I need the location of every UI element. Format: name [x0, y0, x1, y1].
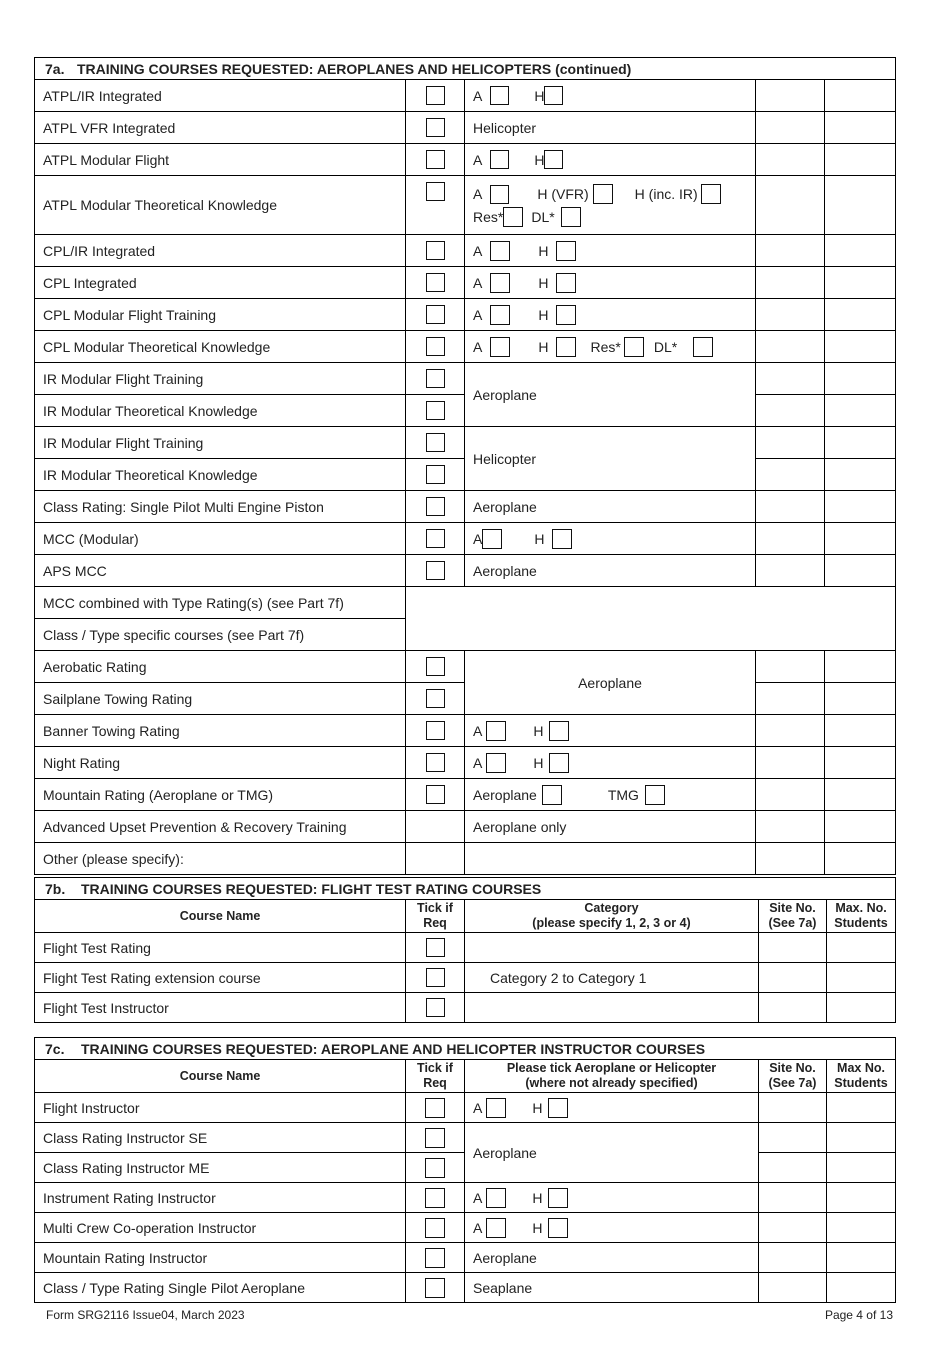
site-no-cell[interactable]	[756, 843, 825, 875]
table-row	[35, 811, 896, 843]
category-cell: A H	[465, 747, 756, 779]
max-students-cell[interactable]	[827, 1123, 896, 1153]
site-no-cell[interactable]	[756, 427, 825, 459]
tick-checkbox[interactable]	[426, 998, 445, 1017]
max-students-cell[interactable]	[825, 395, 896, 427]
col-header-site: Site No. (See 7a)	[759, 1060, 827, 1093]
tick-checkbox[interactable]	[426, 465, 445, 484]
course-name: ATPL/IR Integrated	[35, 80, 406, 112]
site-no-cell[interactable]	[759, 1243, 827, 1273]
section-7b-header: 7b. TRAINING COURSES REQUESTED: FLIGHT TEST RATING COURSES	[35, 878, 896, 900]
table-row	[35, 523, 896, 555]
category-text: Aeroplane	[465, 1123, 759, 1183]
max-students-cell[interactable]	[825, 427, 896, 459]
category-text: Helicopter	[465, 427, 756, 491]
site-no-cell[interactable]	[756, 176, 825, 235]
table-row	[35, 779, 896, 811]
tick-checkbox[interactable]	[426, 561, 445, 580]
max-students-cell[interactable]	[827, 1093, 896, 1123]
category-cell: A H	[465, 299, 756, 331]
course-name: Class / Type specific courses (see Part 7f)	[35, 619, 406, 651]
tick-cell	[406, 811, 465, 843]
category-cell: Aeroplane TMG	[465, 779, 756, 811]
tick-checkbox[interactable]	[426, 86, 445, 105]
site-no-cell[interactable]	[756, 80, 825, 112]
table-row	[35, 267, 896, 299]
max-students-cell[interactable]	[827, 1153, 896, 1183]
category-cell: A H Res* DL*	[465, 331, 756, 363]
category-cell: A H	[465, 235, 756, 267]
course-name: Class Rating: Single Pilot Multi Engine Piston	[35, 491, 406, 523]
tick-checkbox[interactable]	[426, 433, 445, 452]
site-no-cell[interactable]	[759, 1093, 827, 1123]
max-students-cell[interactable]	[825, 176, 896, 235]
tick-checkbox[interactable]	[426, 938, 445, 957]
site-no-cell[interactable]	[756, 779, 825, 811]
site-no-cell[interactable]	[756, 144, 825, 176]
aeroplane-checkbox[interactable]	[490, 337, 510, 357]
section-7c-table	[34, 1037, 896, 1303]
max-students-cell[interactable]	[825, 363, 896, 395]
table-row	[35, 587, 896, 619]
helicopter-vfr-checkbox[interactable]	[593, 184, 613, 204]
category-cell: A H	[465, 523, 756, 555]
tick-checkbox[interactable]	[425, 1128, 445, 1148]
helicopter-checkbox[interactable]	[556, 241, 576, 261]
helicopter-checkbox[interactable]	[556, 305, 576, 325]
course-name: ATPL VFR Integrated	[35, 112, 406, 144]
category-text: Helicopter	[465, 112, 756, 144]
course-name: APS MCC	[35, 555, 406, 587]
site-no-cell[interactable]	[756, 651, 825, 683]
site-no-cell[interactable]	[756, 112, 825, 144]
max-students-cell[interactable]	[825, 715, 896, 747]
category-text: Aeroplane only	[465, 811, 756, 843]
tick-checkbox[interactable]	[425, 1248, 445, 1268]
site-no-cell[interactable]	[756, 523, 825, 555]
tick-checkbox[interactable]	[425, 1188, 445, 1208]
category-cell: A H	[465, 1183, 759, 1213]
max-students-cell[interactable]	[827, 933, 896, 963]
aeroplane-checkbox[interactable]	[486, 1098, 506, 1118]
course-name: Mountain Rating Instructor	[35, 1243, 406, 1273]
site-no-cell[interactable]	[756, 395, 825, 427]
site-no-cell[interactable]	[759, 993, 827, 1023]
course-name: IR Modular Flight Training	[35, 427, 406, 459]
course-name: Instrument Rating Instructor	[35, 1183, 406, 1213]
course-name: CPL/IR Integrated	[35, 235, 406, 267]
col-header-course-name: Course Name	[35, 1060, 406, 1093]
tick-checkbox[interactable]	[426, 337, 445, 356]
distance-learning-checkbox[interactable]	[693, 337, 713, 357]
category-text: Aeroplane	[465, 363, 756, 427]
tick-checkbox[interactable]	[425, 1098, 445, 1118]
category-cell: A H	[465, 715, 756, 747]
aeroplane-checkbox[interactable]	[490, 185, 509, 204]
table-row	[35, 715, 896, 747]
course-name: Sailplane Towing Rating	[35, 683, 406, 715]
course-name: Multi Crew Co-operation Instructor	[35, 1213, 406, 1243]
table-row	[35, 933, 896, 963]
tick-checkbox[interactable]	[426, 689, 445, 708]
table-row	[35, 363, 896, 395]
table-row	[35, 993, 896, 1023]
table-row	[35, 176, 896, 235]
helicopter-checkbox[interactable]	[549, 753, 569, 773]
distance-learning-checkbox[interactable]	[561, 207, 581, 227]
section-7b-title: TRAINING COURSES REQUESTED: FLIGHT TEST RATING COURSES	[81, 880, 542, 897]
aeroplane-checkbox[interactable]	[486, 753, 506, 773]
table-header-row	[35, 900, 896, 933]
tmg-checkbox[interactable]	[645, 785, 665, 805]
table-row	[35, 491, 896, 523]
site-no-cell[interactable]	[756, 267, 825, 299]
col-header-category: Please tick Aeroplane or Helicopter (where not already specified)	[465, 1060, 759, 1093]
table-row	[35, 235, 896, 267]
category-text: Aeroplane	[465, 651, 756, 715]
site-no-cell[interactable]	[756, 491, 825, 523]
tick-checkbox[interactable]	[426, 150, 445, 169]
course-name: CPL Modular Flight Training	[35, 299, 406, 331]
course-name: MCC (Modular)	[35, 523, 406, 555]
max-students-cell[interactable]	[825, 267, 896, 299]
course-name: Aerobatic Rating	[35, 651, 406, 683]
site-no-cell[interactable]	[759, 1213, 827, 1243]
max-students-cell[interactable]	[825, 331, 896, 363]
col-header-category: Category (please specify 1, 2, 3 or 4)	[465, 900, 759, 933]
table-row	[35, 555, 896, 587]
category-text: Seaplane	[465, 1273, 759, 1303]
tick-checkbox[interactable]	[425, 1218, 445, 1238]
col-header-max: Max No. Students	[827, 1060, 896, 1093]
tick-checkbox[interactable]	[426, 968, 445, 987]
course-name: CPL Modular Theoretical Knowledge	[35, 331, 406, 363]
max-students-cell[interactable]	[825, 747, 896, 779]
other-specify-cell[interactable]	[465, 843, 756, 875]
table-row	[35, 331, 896, 363]
col-header-site: Site No. (See 7a)	[759, 900, 827, 933]
site-no-cell[interactable]	[756, 747, 825, 779]
site-no-cell[interactable]	[759, 1123, 827, 1153]
table-row	[35, 963, 896, 993]
course-name: Night Rating	[35, 747, 406, 779]
tick-checkbox[interactable]	[426, 369, 445, 388]
site-no-cell[interactable]	[756, 811, 825, 843]
course-name: Other (please specify):	[35, 843, 406, 875]
site-no-cell[interactable]	[756, 715, 825, 747]
max-students-cell[interactable]	[827, 1183, 896, 1213]
course-name: IR Modular Theoretical Knowledge	[35, 459, 406, 491]
site-no-cell[interactable]	[756, 555, 825, 587]
col-header-tick: Tick if Req	[406, 1060, 465, 1093]
aeroplane-checkbox[interactable]	[486, 1218, 506, 1238]
max-students-cell[interactable]	[825, 299, 896, 331]
max-students-cell[interactable]	[827, 993, 896, 1023]
aeroplane-checkbox[interactable]	[490, 273, 510, 293]
site-no-cell[interactable]	[756, 299, 825, 331]
aeroplane-checkbox[interactable]	[482, 529, 502, 549]
helicopter-checkbox[interactable]	[556, 337, 576, 357]
tick-checkbox[interactable]	[426, 182, 445, 201]
max-students-cell[interactable]	[825, 80, 896, 112]
section-7a-header: 7a. TRAINING COURSES REQUESTED: AEROPLANES AND HELICOPTERS (continued)	[35, 58, 896, 80]
site-no-cell[interactable]	[759, 1273, 827, 1303]
footer-form-id: Form SRG2116 Issue04, March 2023	[46, 1308, 245, 1322]
helicopter-checkbox[interactable]	[548, 1188, 568, 1208]
max-students-cell[interactable]	[825, 144, 896, 176]
helicopter-checkbox[interactable]	[552, 529, 572, 549]
max-students-cell[interactable]	[825, 112, 896, 144]
table-row	[35, 843, 896, 875]
course-name: Mountain Rating (Aeroplane or TMG)	[35, 779, 406, 811]
course-name: Flight Test Instructor	[35, 993, 406, 1023]
section-7a-table	[34, 57, 896, 875]
max-students-cell[interactable]	[825, 555, 896, 587]
site-no-cell[interactable]	[756, 363, 825, 395]
tick-checkbox[interactable]	[426, 753, 445, 772]
course-name: IR Modular Flight Training	[35, 363, 406, 395]
max-students-cell[interactable]	[825, 811, 896, 843]
max-students-cell[interactable]	[827, 1273, 896, 1303]
section-7c-header: 7c. TRAINING COURSES REQUESTED: AEROPLANE AND HELICOPTER INSTRUCTOR COURSES	[35, 1038, 896, 1060]
helicopter-checkbox[interactable]	[556, 273, 576, 293]
tick-checkbox[interactable]	[425, 1278, 445, 1298]
category-text: Aeroplane	[465, 491, 756, 523]
tick-checkbox[interactable]	[426, 721, 445, 740]
residential-checkbox[interactable]	[624, 337, 644, 357]
course-name: Class Rating Instructor ME	[35, 1153, 406, 1183]
max-students-cell[interactable]	[827, 963, 896, 993]
col-header-tick: Tick if Req	[406, 900, 465, 933]
tick-checkbox[interactable]	[426, 118, 445, 137]
aeroplane-checkbox[interactable]	[490, 86, 509, 105]
max-students-cell[interactable]	[825, 491, 896, 523]
table-row	[35, 427, 896, 459]
aeroplane-checkbox[interactable]	[490, 241, 510, 261]
site-no-cell[interactable]	[756, 459, 825, 491]
category-input[interactable]	[465, 933, 759, 963]
site-no-cell[interactable]	[756, 235, 825, 267]
tick-checkbox[interactable]	[425, 1158, 445, 1178]
tick-checkbox[interactable]	[426, 497, 445, 516]
tick-checkbox[interactable]	[426, 241, 445, 260]
blank-merged-cell	[406, 587, 896, 651]
table-row	[35, 747, 896, 779]
site-no-cell[interactable]	[759, 933, 827, 963]
aeroplane-checkbox[interactable]	[486, 1188, 506, 1208]
course-name: Banner Towing Rating	[35, 715, 406, 747]
course-name: Class Rating Instructor SE	[35, 1123, 406, 1153]
site-no-cell[interactable]	[759, 963, 827, 993]
aeroplane-checkbox[interactable]	[542, 785, 562, 805]
course-name: MCC combined with Type Rating(s) (see Part 7f)	[35, 587, 406, 619]
aeroplane-checkbox[interactable]	[490, 150, 509, 169]
table-row	[35, 1273, 896, 1303]
tick-checkbox[interactable]	[426, 529, 445, 548]
max-students-cell[interactable]	[825, 459, 896, 491]
max-students-cell[interactable]	[827, 1213, 896, 1243]
table-row	[35, 144, 896, 176]
course-name: Flight Instructor	[35, 1093, 406, 1123]
site-no-cell[interactable]	[756, 331, 825, 363]
footer-page-number: Page 4 of 13	[824, 1308, 893, 1322]
section-7b-table	[34, 877, 896, 1023]
site-no-cell[interactable]	[759, 1183, 827, 1213]
helicopter-checkbox[interactable]	[549, 721, 569, 741]
category-text: Aeroplane	[465, 1243, 759, 1273]
max-students-cell[interactable]	[825, 235, 896, 267]
table-row	[35, 651, 896, 683]
col-header-max: Max. No. Students	[827, 900, 896, 933]
category-input[interactable]	[465, 993, 759, 1023]
category-cell: A H	[465, 1093, 759, 1123]
tick-checkbox[interactable]	[426, 657, 445, 676]
col-header-course-name: Course Name	[35, 900, 406, 933]
category-text: Aeroplane	[465, 555, 756, 587]
helicopter-ir-checkbox[interactable]	[701, 184, 721, 204]
table-row	[35, 1183, 896, 1213]
tick-checkbox[interactable]	[426, 305, 445, 324]
site-no-cell[interactable]	[759, 1153, 827, 1183]
max-students-cell[interactable]	[825, 779, 896, 811]
helicopter-checkbox[interactable]	[548, 1098, 568, 1118]
table-row	[35, 112, 896, 144]
course-name: ATPL Modular Theoretical Knowledge	[35, 176, 406, 235]
tick-cell[interactable]	[406, 843, 465, 875]
course-name: Flight Test Rating extension course	[35, 963, 406, 993]
category-input[interactable]: Category 2 to Category 1	[465, 963, 759, 993]
table-row	[35, 80, 896, 112]
residential-checkbox[interactable]	[503, 207, 523, 227]
category-cell: A H (VFR) H (inc. IR) Res* DL*	[465, 176, 756, 235]
helicopter-checkbox[interactable]	[544, 150, 563, 169]
section-7c-title: TRAINING COURSES REQUESTED: AEROPLANE AND HELICOPTER INSTRUCTOR COURSES	[81, 1040, 706, 1057]
aeroplane-checkbox[interactable]	[490, 305, 510, 325]
category-cell: A H	[465, 80, 756, 112]
table-row	[35, 1243, 896, 1273]
course-name: Class / Type Rating Single Pilot Aeroplane	[35, 1273, 406, 1303]
tick-checkbox[interactable]	[426, 401, 445, 420]
course-name: IR Modular Theoretical Knowledge	[35, 395, 406, 427]
course-name: Advanced Upset Prevention & Recovery Training	[35, 811, 406, 843]
course-name: Flight Test Rating	[35, 933, 406, 963]
tick-checkbox[interactable]	[426, 273, 445, 292]
max-students-cell[interactable]	[827, 1243, 896, 1273]
aeroplane-checkbox[interactable]	[486, 721, 506, 741]
table-row	[35, 299, 896, 331]
max-students-cell[interactable]	[825, 651, 896, 683]
max-students-cell[interactable]	[825, 683, 896, 715]
site-no-cell[interactable]	[756, 683, 825, 715]
course-name: ATPL Modular Flight	[35, 144, 406, 176]
helicopter-checkbox[interactable]	[544, 86, 563, 105]
helicopter-checkbox[interactable]	[548, 1218, 568, 1238]
table-row	[35, 1123, 896, 1153]
table-row	[35, 1213, 896, 1243]
category-cell: A H	[465, 1213, 759, 1243]
section-7a-title: TRAINING COURSES REQUESTED: AEROPLANES AND HELICOPTERS (continued)	[77, 60, 632, 77]
max-students-cell[interactable]	[825, 843, 896, 875]
table-header-row	[35, 1060, 896, 1093]
max-students-cell[interactable]	[825, 523, 896, 555]
category-cell: A H	[465, 144, 756, 176]
category-cell: A H	[465, 267, 756, 299]
course-name: CPL Integrated	[35, 267, 406, 299]
tick-checkbox[interactable]	[426, 785, 445, 804]
table-row	[35, 1093, 896, 1123]
